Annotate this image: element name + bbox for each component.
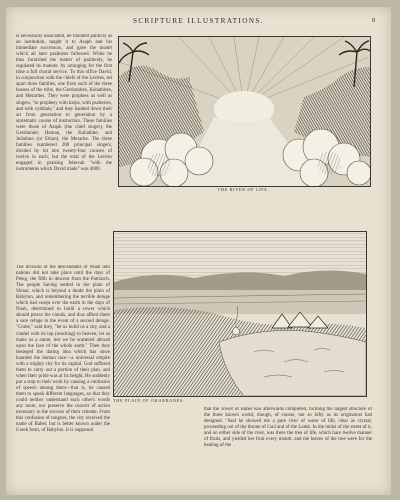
plain-engraving — [114, 232, 366, 396]
caption-plain: THE PLAIN OF OKARRANES. — [113, 398, 185, 403]
caption-river-of-life: THE RIVER OF LIFE. — [217, 187, 270, 192]
page-header-title: SCRIPTURE ILLUSTRATIONS. — [132, 17, 265, 25]
illustration-plain — [113, 231, 367, 397]
river-of-life-engraving — [119, 37, 370, 186]
page-number: 9 — [371, 17, 375, 24]
text-column-middle — [16, 265, 110, 483]
illustration-river-of-life — [118, 36, 371, 187]
paragraph-babel: The division of the descendants of Noah into nations did not take place until the days of Peleg, the fifth in descent from the Patriarch. The people having settled in the plain of Shinar, which is beyond a doubt the plain of Babylon, and remembering the terrible deluge which had swept over the earth in the days of Noah, determined to build a tower which should pierce the clouds, and thus afford them a sure refuge in the event of a second deluge. "Come," said they, "let us build us a city, and a citadel with its top (reaching) to heaven; let us make us a name, lest we be scattered abroad upon the face of the whole earth." Then they besieged the daring idea which has since haunted the human race—a universal empire with a mighty city for its capital. God suffered them to carry out a portion of their plan, and when their pride was at its height, He suddenly put a stop to their work by causing a confusion of speech among them—that is, he caused them to speak different languages, so that they could neither understand each other's words any more, nor preserve the concert of action necessary to the success of their scheme. From this confusion of tongues, the city received the name of Babel, but is better known under the Greek form, of Babylon. It is supposed — [16, 265, 110, 434]
book-page — [6, 7, 391, 495]
text-column-bottom-right — [204, 407, 372, 483]
text-column-top — [16, 34, 112, 226]
paragraph-river-verse: that the Tower of Babel was afterwards completed, forming the largest structure of the three known world, though, of course, not so lofty as its originators had designed. "And he showed me a pure river of water of life, clear as crystal, proceeding out of the throne of God and of the Lamb. In the midst of the street of it, and on either side of the river, was there the tree of life, which bare twelve manner of fruits, and yielded her fruit every month; and the leaves of the tree were for the healing of the — [204, 407, 372, 449]
paragraph-psalmody: is necessarily associated, he founded publicly as an institution, taught it to Asaph and his immediate successors, and gave the model which all later psalmists followed. While he thus furnished the matter of psalmody, he regulated its manner, by arranging for the first time a full choral service. To this office David, in conjunction with the chiefs of the Levites, set apart three families, one from each of the three houses of the tribe, the Gershonites, Kohathites, and Merarites. They were prophets as well as singers, "to prophesy with harps, with psalteries, and with cymbals;" and they handed down their art from generation to generation by a systematic course of instruction. These families were those of Asaph (the chief singer), the Gershonite; Heman, the Kohathite; and Jeduthun (or Ethan), the Merarite. The three families numbered 288 principal singers, divided by lot into twenty-four courses of twelve in each; but the total of the Levites engaged in praising Jehovah "with the instruments which David made" was 4000. — [16, 34, 112, 173]
